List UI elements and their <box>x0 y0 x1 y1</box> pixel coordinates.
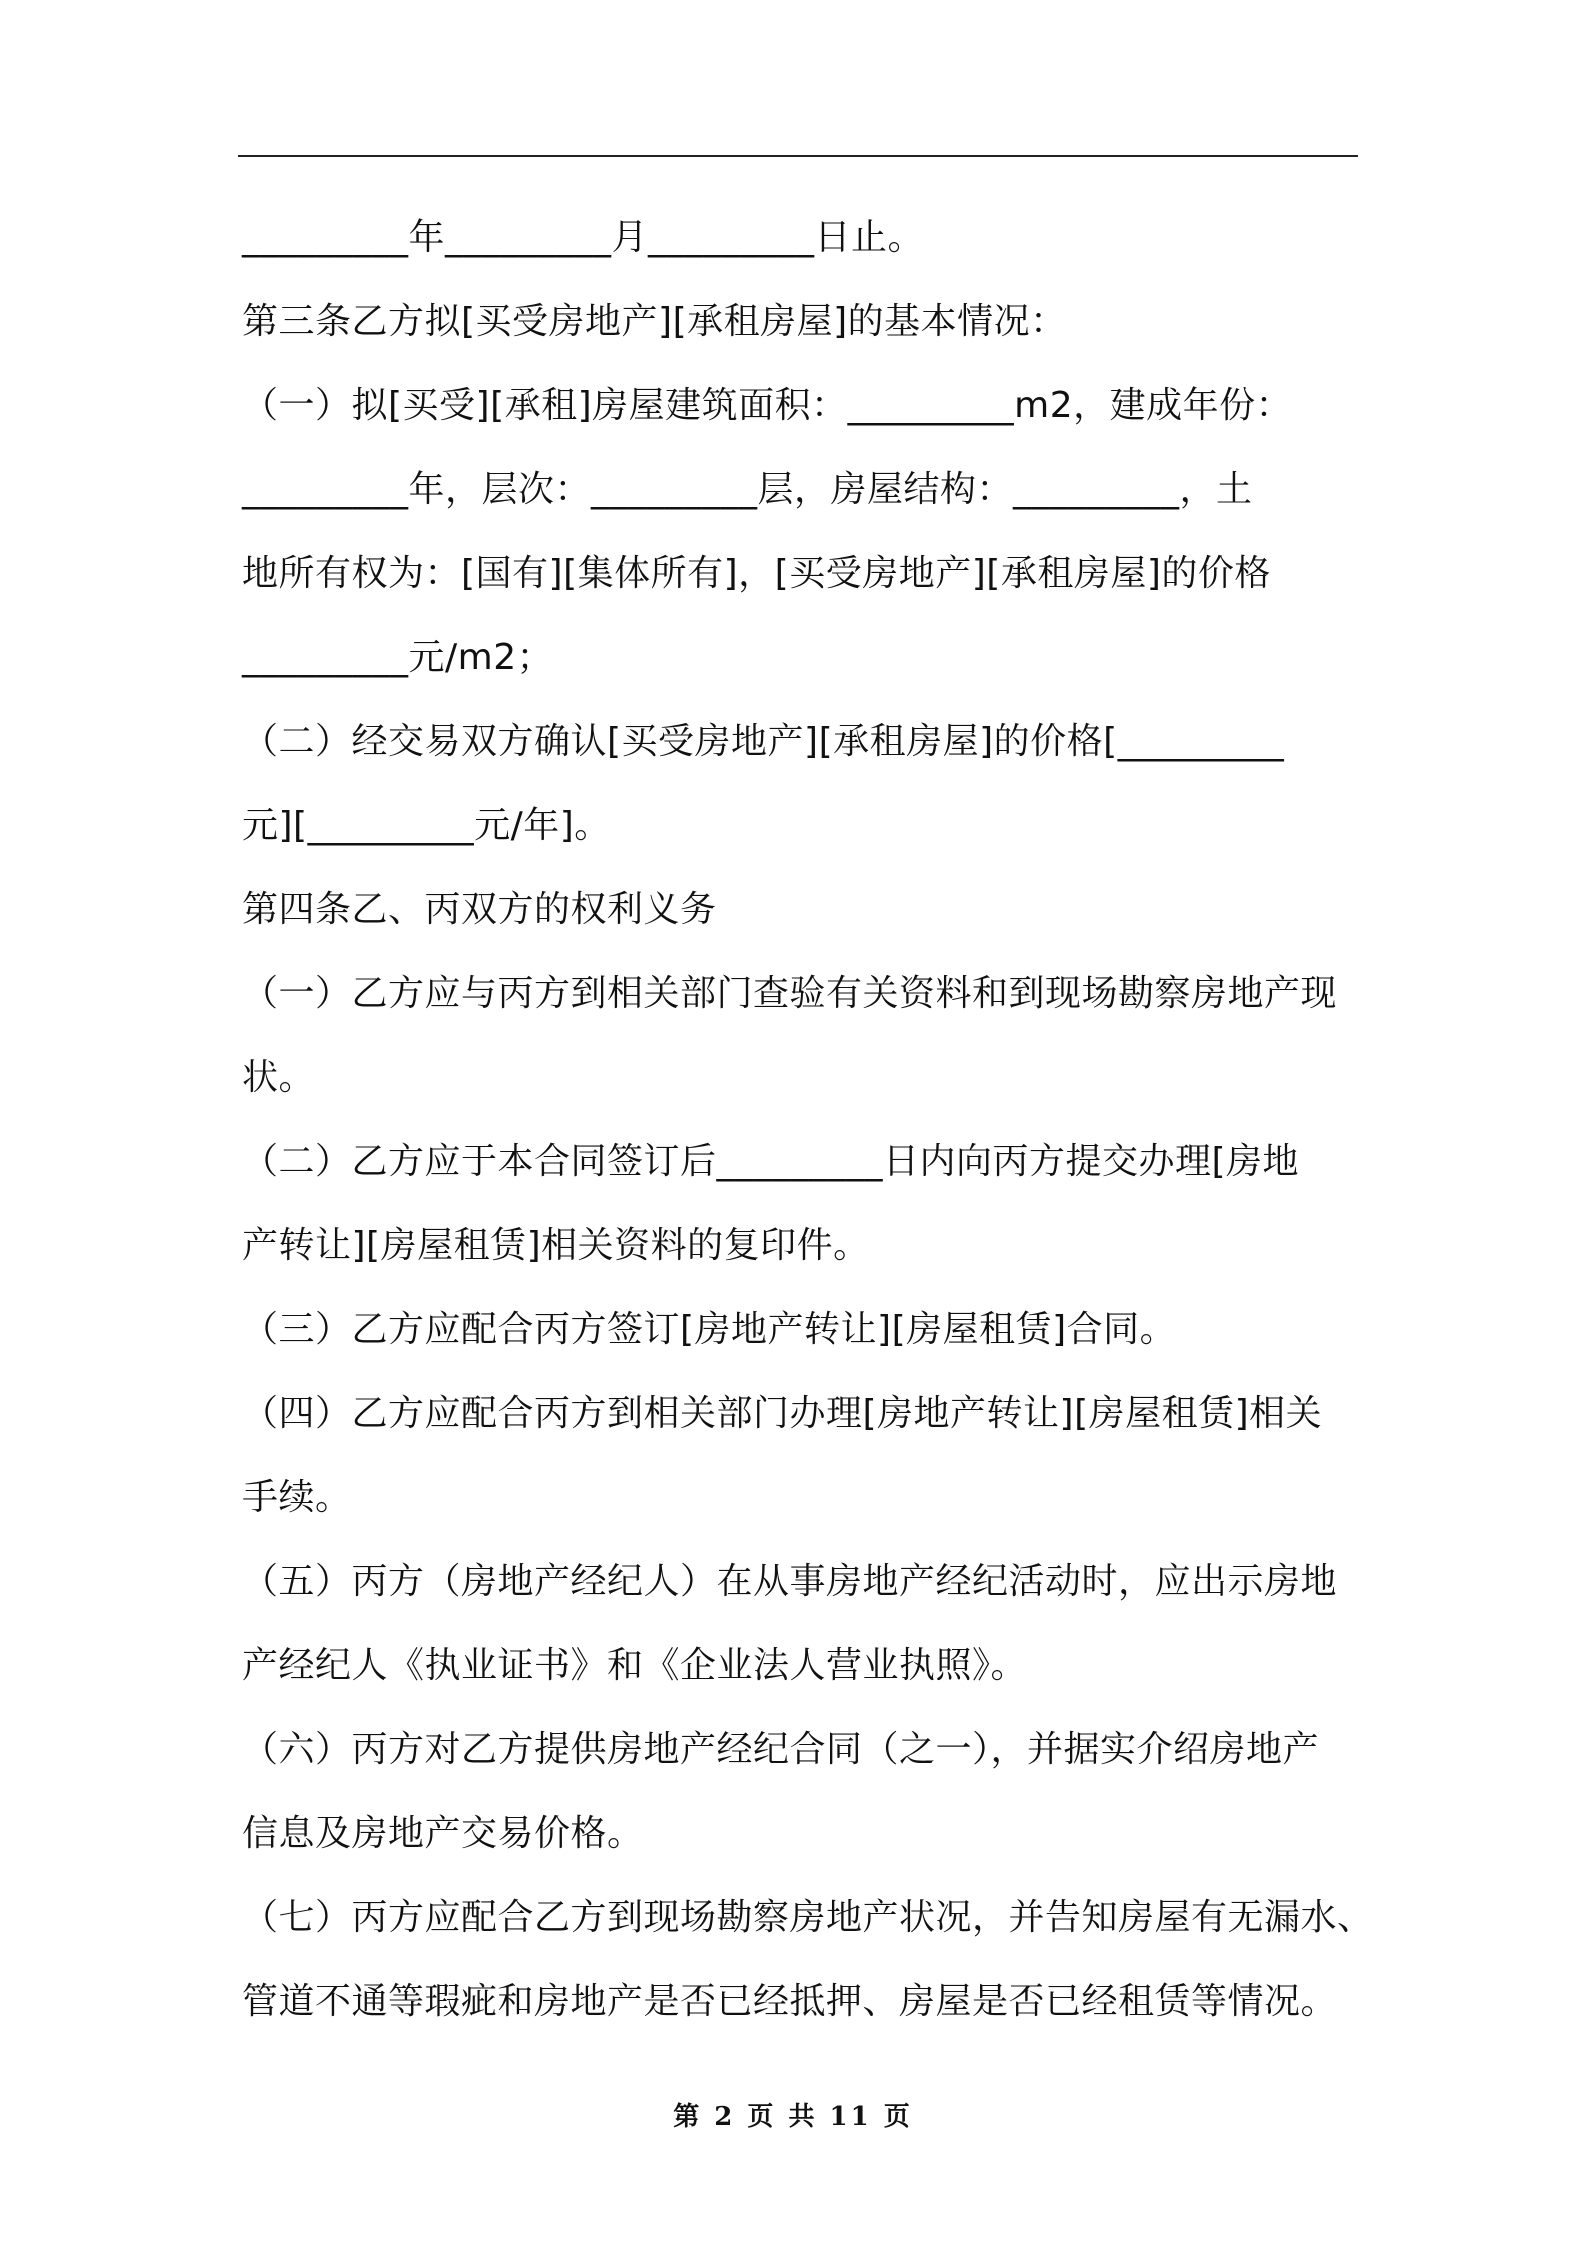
text-line: 管道不通等瑕疵和房地产是否已经抵押、房屋是否已经租赁等情况。 <box>242 1981 1338 2022</box>
text-line: 产转让][房屋租赁]相关资料的复印件。 <box>242 1225 870 1266</box>
text-line: _________年_________月_________日止。 <box>242 217 925 258</box>
text-line: _________元/m2； <box>242 637 554 678</box>
text-line: （三）乙方应配合丙方签订[房地产转让][房屋租赁]合同。 <box>242 1309 1177 1350</box>
text-line: （七）丙方应配合乙方到现场勘察房地产状况，并告知房屋有无漏水、 <box>242 1897 1374 1938</box>
text-line: 元][_________元/年]。 <box>242 805 611 846</box>
text-line: （一）乙方应与丙方到相关部门查验有关资料和到现场勘察房地产现 <box>242 973 1338 1014</box>
text-line: （二）乙方应于本合同签订后_________日内向丙方提交办理[房地 <box>242 1141 1300 1182</box>
text-line: 状。 <box>242 1057 316 1098</box>
text-line: 手续。 <box>242 1477 352 1518</box>
text-line: （六）丙方对乙方提供房地产经纪合同（之一），并据实介绍房地产 <box>242 1729 1320 1770</box>
clause-heading: 第三条乙方拟[买受房地产][承租房屋]的基本情况： <box>242 301 1067 342</box>
text-line: 地所有权为：[国有][集体所有]，[买受房地产][承租房屋]的价格 <box>242 553 1271 594</box>
clause-heading: 第四条乙、丙双方的权利义务 <box>242 889 717 930</box>
text-line: _________年，层次：_________层，房屋结构：_________，土 <box>242 469 1253 510</box>
text-line: 信息及房地产交易价格。 <box>242 1813 644 1854</box>
text-line: （四）乙方应配合丙方到相关部门办理[房地产转让][房屋租赁]相关 <box>242 1393 1323 1434</box>
header-rule <box>238 155 1358 157</box>
text-line: （一）拟[买受][承租]房屋建筑面积：_________m2，建成年份： <box>242 385 1293 426</box>
text-line: （五）丙方（房地产经纪人）在从事房地产经纪活动时，应出示房地 <box>242 1561 1338 1602</box>
document-body <box>242 196 1374 2044</box>
text-line: 产经纪人《执业证书》和《企业法人营业执照》。 <box>242 1645 1028 1686</box>
page-number: 第 2 页 共 11 页 <box>673 2102 913 2132</box>
text-line: （二）经交易双方确认[买受房地产][承租房屋]的价格[_________ <box>242 721 1285 762</box>
